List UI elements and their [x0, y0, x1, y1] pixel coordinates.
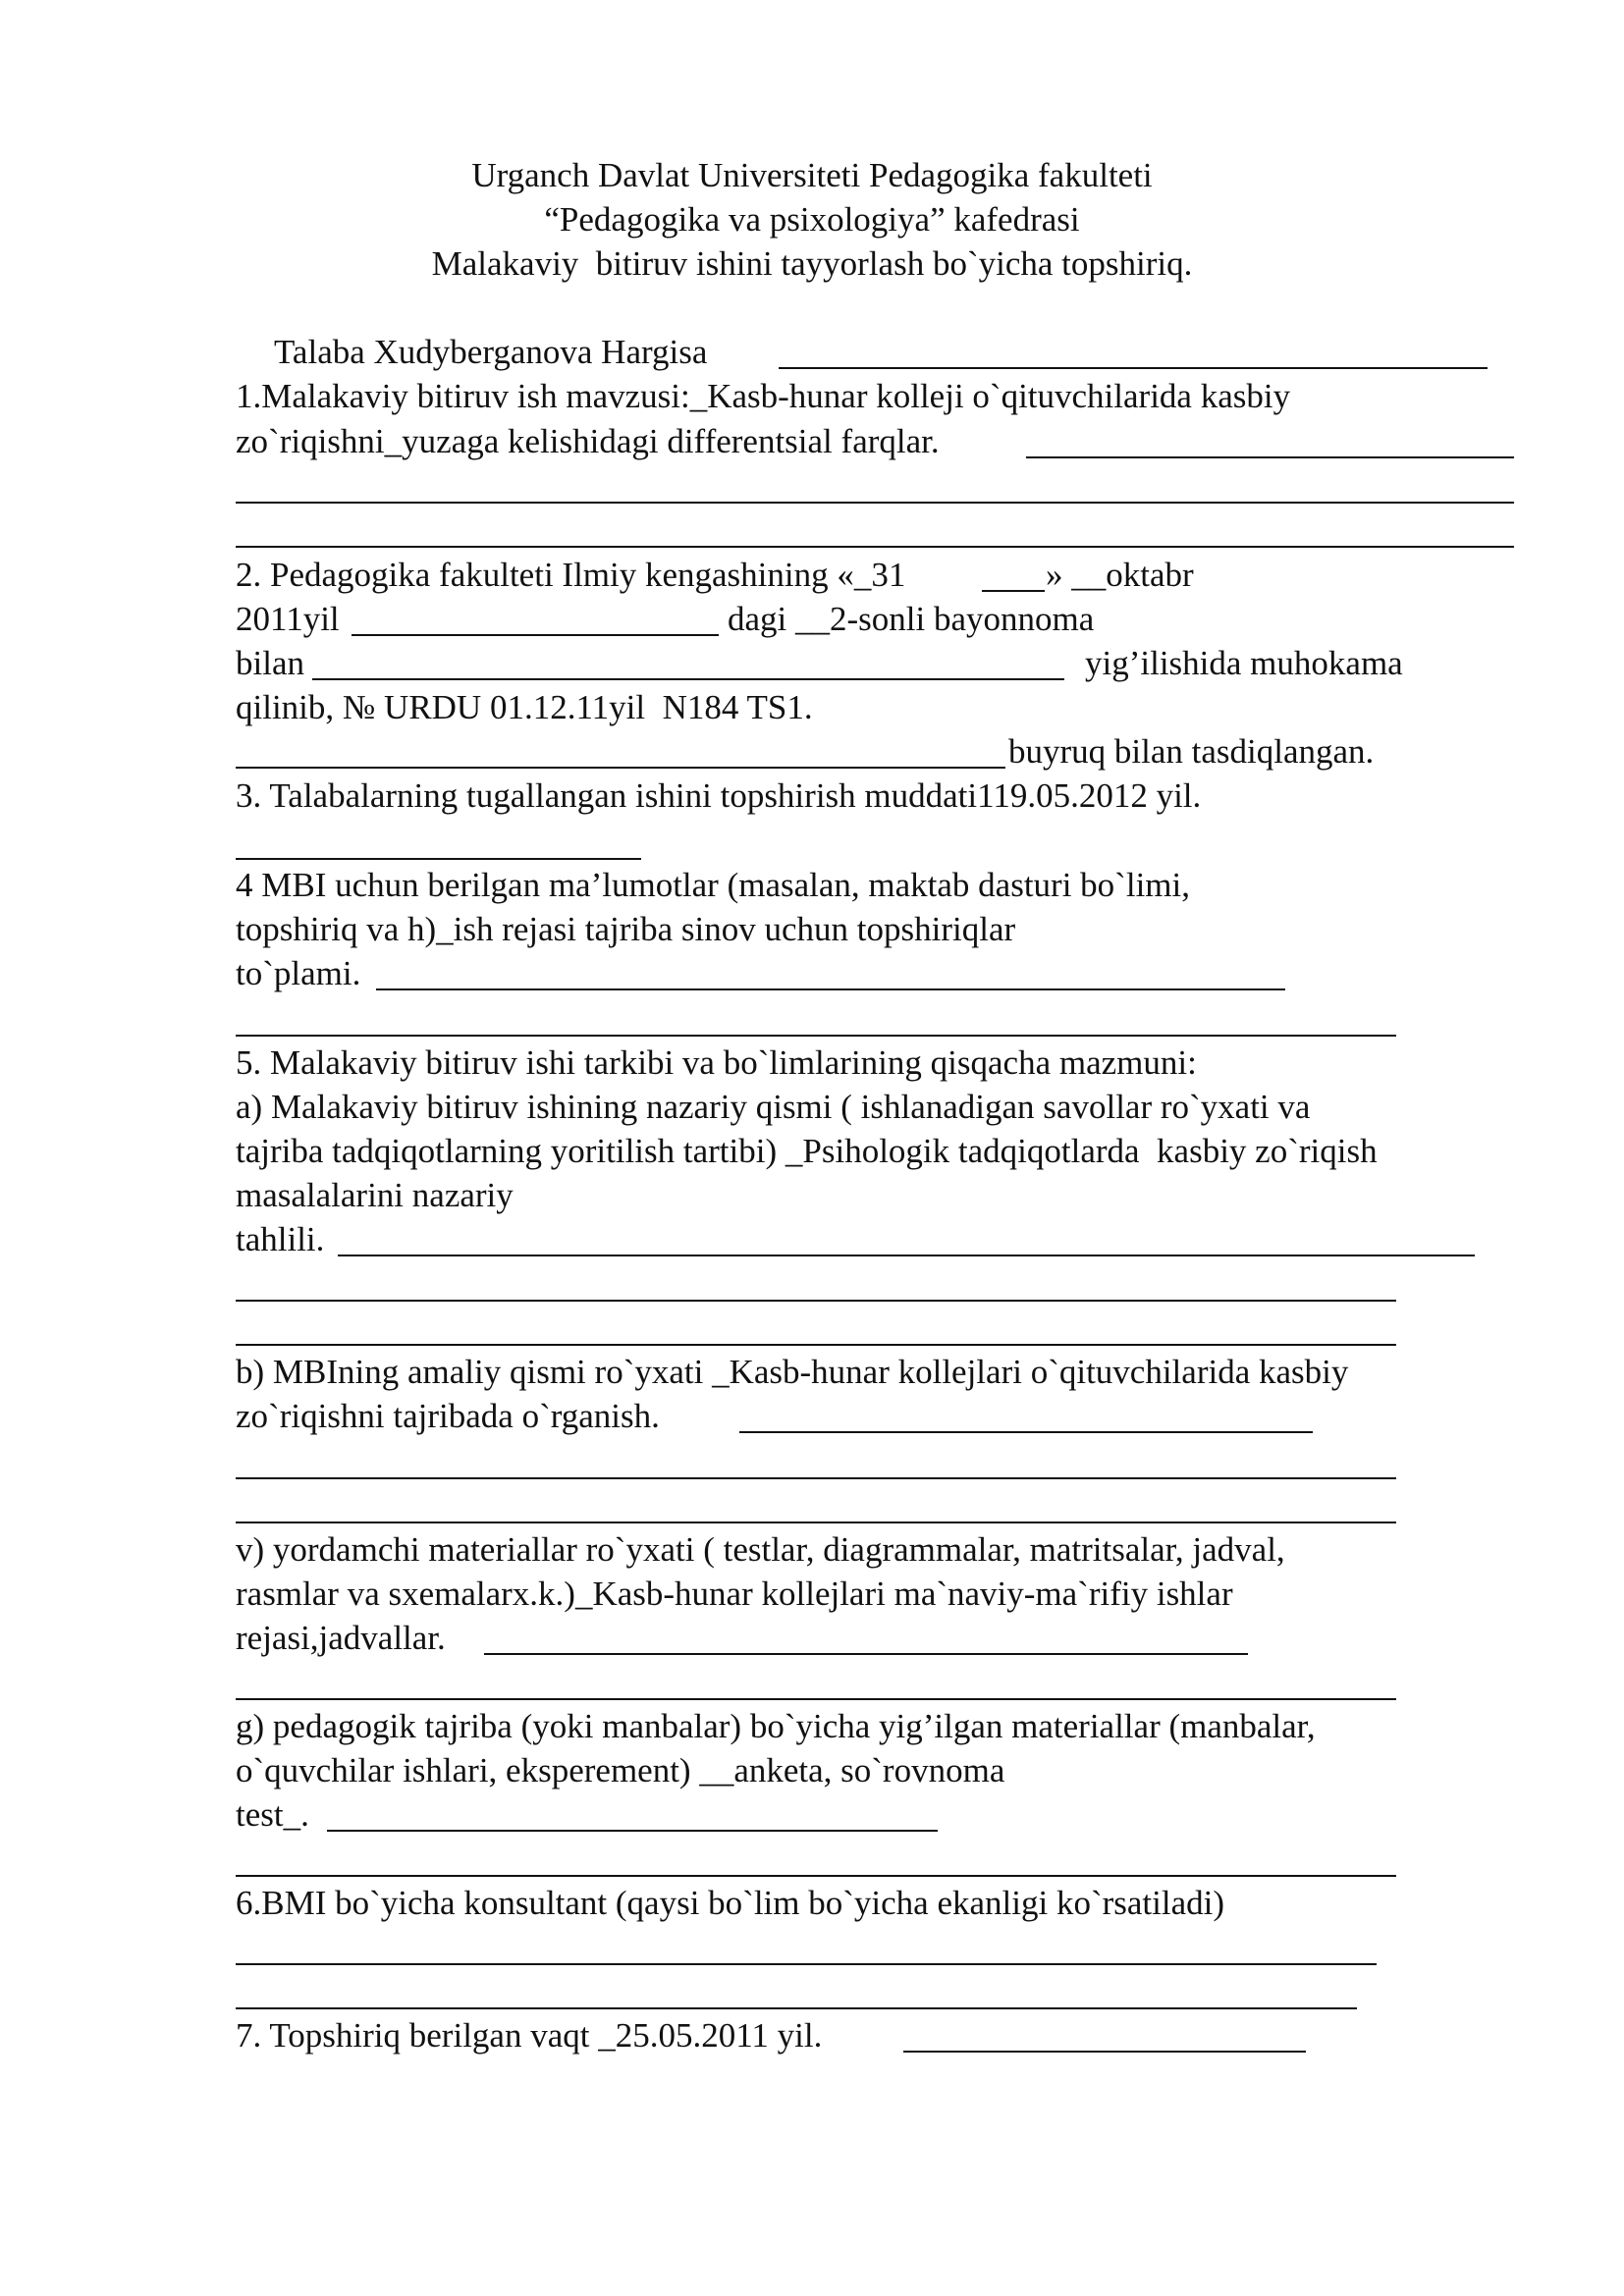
item5a-line4: tahlili.	[236, 1220, 325, 1258]
item2-line3b: yig’ilishida muhokama	[1085, 644, 1403, 682]
item2-line2a: 2011yil	[236, 600, 340, 638]
item2-line4: qilinib, № URDU 01.12.11yil N184 TS1.	[236, 688, 813, 726]
item4-line2: topshiriq va h)_ish rejasi tajriba sinov uchun topshiriqlar	[236, 910, 1016, 948]
item5b-underline-3	[236, 1522, 1396, 1523]
item5g-line1: g) pedagogik tajriba (yoki manbalar) bo`yicha yig’ilgan materiallar (manbalar,	[236, 1707, 1316, 1745]
item5a-underline-3	[236, 1344, 1396, 1346]
item4-underline-2	[236, 1035, 1396, 1037]
item3-line1: 3. Talabalarning tugallangan ishini topshirish muddati119.05.2012 yil.	[236, 776, 1202, 815]
item5v-line2: rasmlar va sxemalarx.k.)_Kasb-hunar kollejlari ma`naviy-ma`rifiy ishlar	[236, 1575, 1233, 1613]
item2-line2b: dagi __2-sonli bayonnoma	[728, 600, 1095, 638]
item2-line1b: » __oktabr	[1046, 556, 1194, 594]
item1-topic-line1: 1.Malakaviy bitiruv ish mavzusi:_Kasb-hunar kolleji o`qituvchilarida kasbiy	[236, 377, 1291, 415]
item5g-underline-1	[327, 1830, 938, 1832]
student-underline	[779, 367, 1488, 369]
assignment-title: Malakaviy bitiruv ishini tayyorlash bo`yicha topshiriq.	[431, 244, 1193, 283]
university-faculty-title: Urganch Davlat Universiteti Pedagogika fakulteti	[471, 156, 1153, 194]
department-title: “Pedagogika va psixologiya” kafedrasi	[544, 200, 1080, 239]
item5b-line1: b) MBIning amaliy qismi ro`yxati _Kasb-hunar kollejlari o`qituvchilarida kasbiy	[236, 1353, 1349, 1391]
item2-line3a: bilan	[236, 644, 304, 682]
item5v-line1: v) yordamchi materiallar ro`yxati ( testlar, diagrammalar, matritsalar, jadval,	[236, 1530, 1285, 1569]
item5a-underline-2	[236, 1300, 1396, 1302]
item4-line3: to`plami.	[236, 954, 361, 992]
item5b-underline-2	[236, 1477, 1396, 1479]
item6-underline-2	[236, 2007, 1357, 2009]
item6-underline-1	[236, 1963, 1377, 1965]
item5b-line2: zo`riqishni tajribada o`rganish.	[236, 1397, 660, 1435]
item1-underline-1	[1026, 456, 1514, 458]
item1-topic-line2: zo`riqishni_yuzaga kelishidagi differentsial farqlar.	[236, 422, 940, 460]
item5a-line3: masalalarini nazariy	[236, 1176, 514, 1214]
item5g-line2: o`quvchilar ishlari, eksperement) __anketa, so`rovnoma	[236, 1751, 1005, 1789]
item2-underline-2	[352, 634, 719, 636]
item7-underline	[903, 2051, 1306, 2053]
item4-underline-1	[376, 988, 1285, 990]
student-name: Talaba Xudyberganova Hargisa	[274, 333, 708, 371]
item1-underline-3	[236, 546, 1514, 548]
item5-line1: 5. Malakaviy bitiruv ishi tarkibi va bo`limlarining qisqacha mazmuni:	[236, 1043, 1197, 1082]
item2-day-underline	[982, 590, 1045, 592]
item2-line5: buyruq bilan tasdiqlangan.	[1008, 732, 1375, 771]
item5v-underline-2	[236, 1698, 1396, 1700]
item4-line1: 4 MBI uchun berilgan ma’lumotlar (masalan, maktab dasturi bo`limi,	[236, 866, 1190, 904]
item5g-underline-2	[236, 1875, 1396, 1877]
item2-underline-3	[312, 678, 1064, 680]
item5a-line1: a) Malakaviy bitiruv ishining nazariy qismi ( ishlanadigan savollar ro`yxati va	[236, 1088, 1311, 1126]
item5b-underline-1	[739, 1431, 1313, 1433]
item2-underline-5	[236, 767, 1005, 769]
item5g-line3: test_.	[236, 1795, 309, 1834]
item3-underline	[236, 858, 641, 860]
item5a-underline-1	[338, 1255, 1475, 1256]
item1-underline-2	[236, 502, 1514, 504]
item5a-line2: tajriba tadqiqotlarning yoritilish tartibi) _Psihologik tadqiqotlarda kasbiy zo`riqish	[236, 1132, 1378, 1170]
item5v-line3: rejasi,jadvallar.	[236, 1619, 446, 1657]
item2-line1a: 2. Pedagogika fakulteti Ilmiy kengashining «_31	[236, 556, 906, 594]
item6-line1: 6.BMI bo`yicha konsultant (qaysi bo`lim bo`yicha ekanligi ko`rsatiladi)	[236, 1884, 1225, 1922]
item5v-underline-1	[484, 1653, 1248, 1655]
item7-line1: 7. Topshiriq berilgan vaqt _25.05.2011 yil.	[236, 2016, 823, 2055]
